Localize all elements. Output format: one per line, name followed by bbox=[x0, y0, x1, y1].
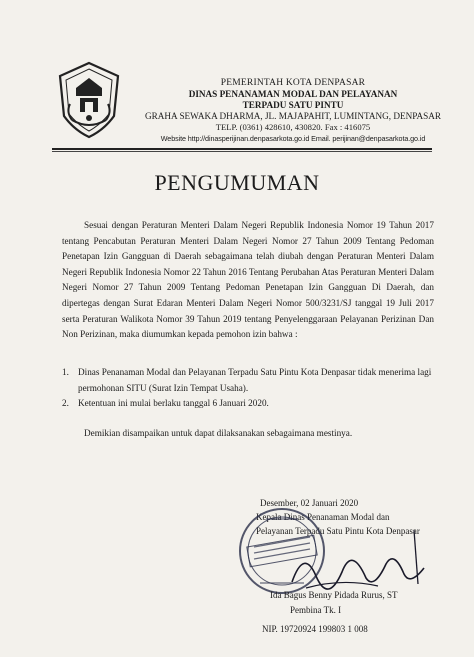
city-emblem-icon bbox=[54, 60, 124, 140]
closing-sentence: Demikian disampaikan untuk dapat dilaksanakan sebagaimana mestinya. bbox=[84, 428, 353, 438]
signature-role-line1: Kepala Dinas Penanaman Modal dan bbox=[256, 512, 390, 522]
letterhead-line2: DINAS PENANAMAN MODAL DAN PELAYANAN bbox=[188, 89, 398, 99]
signature-date: Desember, 02 Januari 2020 bbox=[260, 498, 359, 508]
letterhead bbox=[128, 78, 458, 144]
list-item-number: 2. bbox=[62, 398, 69, 409]
announcement-list bbox=[62, 365, 434, 412]
list-item-number: 1. bbox=[62, 367, 69, 377]
letterhead-line3: TERPADU SATU PINTU bbox=[242, 100, 344, 110]
letterhead-address: GRAHA SEWAKA DHARMA, JL. MAJAPAHIT, LUMINTANG, DENPASAR bbox=[144, 111, 441, 121]
signature-role-line2: Pelayanan Terpadu Satu Pintu Kota Denpasar bbox=[256, 526, 420, 536]
main-paragraph: Sesuai dengan Peraturan Menteri Dalam Negeri Republik Indonesia Nomor 19 Tahun 2017 tentang Pencabutan Peraturan Menteri Dalam Negeri Nomor 27 Tahun 2009 Tentang Pedoman Penetapan Izin Gangguan di Daerah sebagaimana telah diubah dengan Peraturan Menteri Dalam Negeri Republik Indonesia Nomor 22 Tahun 2016 Tentang Perubahan Atas Peraturan Menteri Dalam Negeri Nomor 27 Tahun 2009 Tentang Pedoman Penetapan Izin Gangguan Di Daerah, dan dipertegas dengan Surat Edaran Menteri Dalam Negeri Nomor 500/3231/SJ tanggal 19 Juli 2017 serta Peraturan Walikota Nomor 39 Tahun 2019 tentang Penyelenggaraan Pelayanan Perizinan Dan Non Perizinan, maka diumumkan kepada pemohon izin bahwa : bbox=[62, 220, 434, 340]
document-body bbox=[62, 218, 434, 343]
header-rule-thick bbox=[52, 148, 432, 150]
signatory-rank: Pembina Tk. I bbox=[290, 605, 342, 615]
document-title: PENGUMUMAN bbox=[154, 170, 320, 195]
signatory-name: Ida Bagus Benny Pidada Rurus, ST bbox=[270, 590, 398, 600]
list-item bbox=[62, 396, 434, 412]
list-item bbox=[62, 365, 434, 396]
list-item-text: Dinas Penanaman Modal dan Pelayanan Terpadu Satu Pintu Kota Denpasar tidak menerima lagi permohonan SITU (Surat Izin Tempat Usaha). bbox=[78, 367, 432, 393]
signatory-nip: NIP. 19720924 199803 1 008 bbox=[262, 624, 368, 634]
handwritten-signature-icon bbox=[282, 528, 432, 598]
letterhead-phone: TELP. (0361) 428610, 430820. Fax : 416075 bbox=[215, 122, 371, 132]
header-rule-thin bbox=[52, 151, 432, 152]
list-item-text: Ketentuan ini mulai berlaku tanggal 6 Januari 2020. bbox=[78, 398, 269, 409]
letterhead-web: Website http://dinasperijinan.denpasarkota.go.id Email. perijinan@denpasarkota.go.id bbox=[160, 134, 426, 143]
letterhead-line1: PEMERINTAH KOTA DENPASAR bbox=[220, 78, 366, 88]
